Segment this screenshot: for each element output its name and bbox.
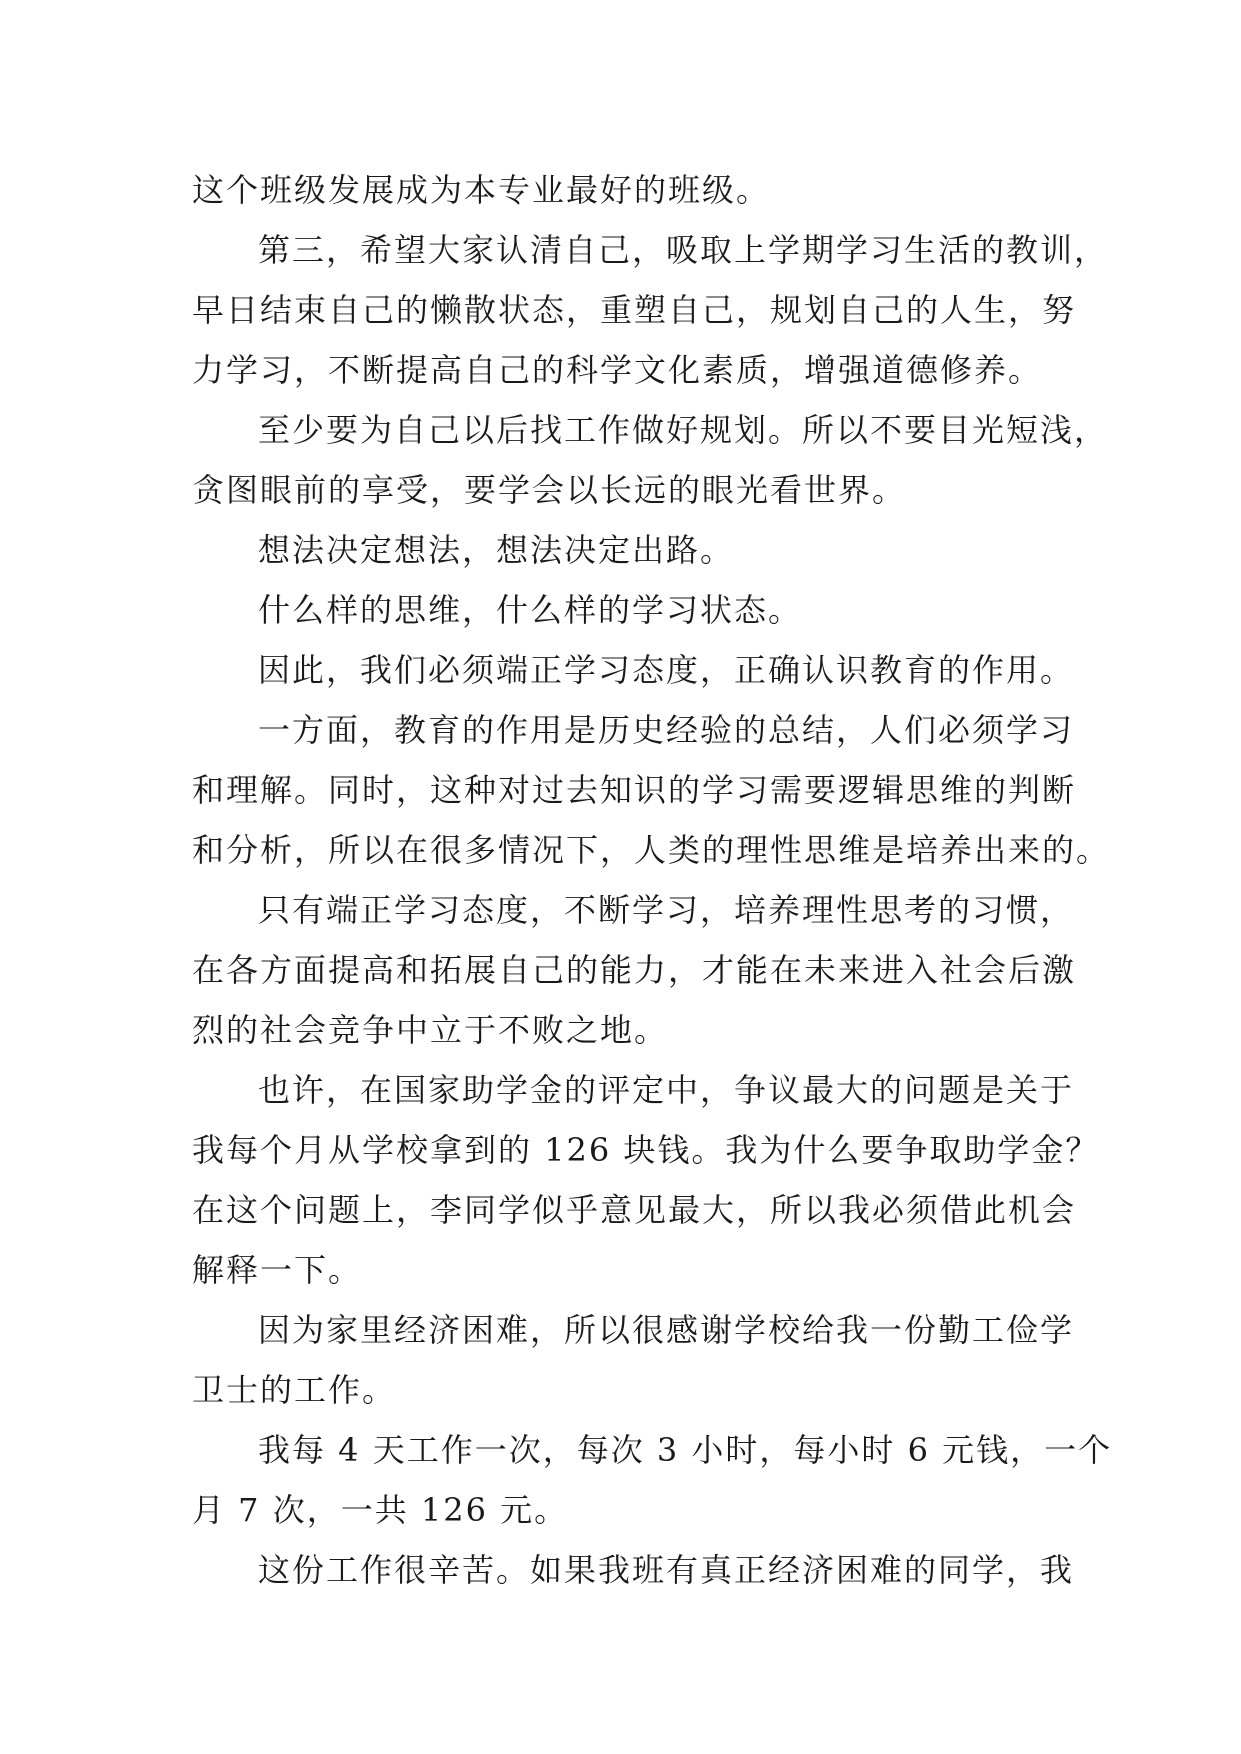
text-line: 和分析，所以在很多情况下，人类的理性思维是培养出来的。	[192, 831, 1111, 869]
text-line: 卫士的工作。	[192, 1371, 397, 1409]
text-line: 我每 4 天工作一次，每次 3 小时，每小时 6 元钱，一个	[258, 1431, 1113, 1469]
text-line: 只有端正学习态度，不断学习，培养理性思考的习惯，	[258, 891, 1075, 929]
text-line: 力学习，不断提高自己的科学文化素质，增强道德修养。	[192, 351, 1043, 389]
text-line: 我每个月从学校拿到的 126 块钱。我为什么要争取助学金？	[192, 1131, 1100, 1169]
text-line: 在各方面提高和拓展自己的能力，才能在未来进入社会后激	[192, 951, 1077, 989]
text-line: 解释一下。	[192, 1251, 363, 1289]
text-line: 什么样的思维，什么样的学习状态。	[258, 591, 803, 629]
text-line: 因为家里经济困难，所以很感谢学校给我一份勤工俭学	[258, 1311, 1075, 1349]
text-line: 在这个问题上，李同学似乎意见最大，所以我必须借此机会	[192, 1191, 1077, 1229]
text-line: 因此，我们必须端正学习态度，正确认识教育的作用。	[258, 651, 1075, 689]
text-line: 月 7 次，一共 126 元。	[192, 1491, 569, 1529]
document-body-text	[192, 160, 1113, 1600]
text-line: 早日结束自己的懒散状态，重塑自己，规划自己的人生，努	[192, 291, 1077, 329]
text-line: 烈的社会竞争中立于不败之地。	[192, 1011, 669, 1049]
text-line: 和理解。同时，这种对过去知识的学习需要逻辑思维的判断	[192, 771, 1077, 809]
text-line: 这个班级发展成为本专业最好的班级。	[192, 171, 771, 209]
text-line: 一方面，教育的作用是历史经验的总结，人们必须学习	[258, 711, 1075, 749]
text-line: 想法决定想法，想法决定出路。	[258, 531, 735, 569]
text-line: 也许，在国家助学金的评定中，争议最大的问题是关于	[258, 1071, 1075, 1109]
text-line: 这份工作很辛苦。如果我班有真正经济困难的同学，我	[258, 1551, 1075, 1589]
text-line: 第三，希望大家认清自己，吸取上学期学习生活的教训，	[258, 231, 1109, 269]
text-line: 贪图眼前的享受，要学会以长远的眼光看世界。	[192, 471, 907, 509]
text-line: 至少要为自己以后找工作做好规划。所以不要目光短浅，	[258, 411, 1109, 449]
